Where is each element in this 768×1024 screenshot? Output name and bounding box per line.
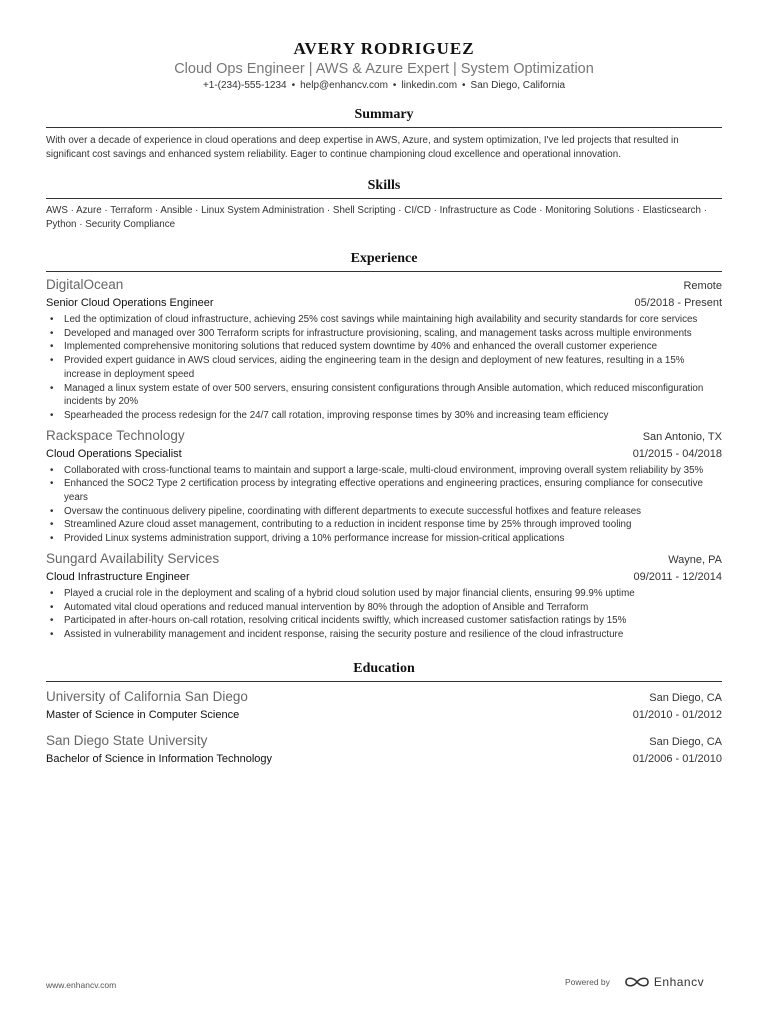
job-company: Rackspace Technology <box>46 427 185 443</box>
experience-title: Experience <box>350 251 418 266</box>
job-bullets <box>46 587 722 642</box>
job-role: Senior Cloud Operations Engineer <box>46 297 214 309</box>
contact-phone: +1-(234)-555-1234 <box>202 80 287 91</box>
education-school: San Diego State University <box>46 732 208 748</box>
candidate-tagline: Cloud Ops Engineer | AWS & Azure Expert | System Optimization <box>174 61 594 77</box>
education-title: Education <box>353 660 415 676</box>
resume-page <box>46 38 722 767</box>
job-bullet: • Provided expert guidance in AWS cloud services, aiding the engineering team in the design and deployment of new features, resulting in a 15% increase in deployment speed <box>46 354 722 381</box>
job-dates: 09/2011 - 12/2014 <box>633 570 722 583</box>
job-bullet: • Developed and managed over 300 Terraform scripts for infrastructure provisioning, scaling, and management tasks across multiple environments <box>46 327 722 341</box>
education-location: San Diego, CA <box>649 735 722 748</box>
job-role: Cloud Operations Specialist <box>46 447 182 460</box>
job-entry-digitalocean <box>46 276 722 423</box>
job-bullet: • Participated in after-hours on-call rotation, resolving critical incidents swiftly, which increased customer satisfaction ratings by 15% <box>46 614 722 628</box>
education-entry-ucsd <box>46 688 722 723</box>
footer-powered-by <box>565 974 704 990</box>
job-company: Sungard Availability Services <box>46 550 220 566</box>
job-entry-sungard <box>46 550 722 642</box>
contact-separator: • <box>291 80 296 91</box>
job-entry-rackspace <box>46 427 722 546</box>
summary-text: With over a decade of experience in cloud operations and deep expertise in AWS, Azure, and system optimization, I've led projects that resulted in significant cost savings and enhanced system reliability. Eager to continue championing cloud excellence and operational innovation. <box>46 135 679 160</box>
job-bullets <box>46 464 722 546</box>
education-location: San Diego, CA <box>649 691 722 704</box>
job-bullet: • Enhanced the SOC2 Type 2 certification process by integrating effective operations and engineering practices, ensuring compliance for consecutive years <box>46 477 722 504</box>
enhancv-logo-icon <box>624 974 650 990</box>
contact-email: help@enhancv.com <box>300 80 388 91</box>
job-bullet: • Collaborated with cross-functional teams to maintain and support a large-scale, multi-cloud environment, improving overall system reliability by 35% <box>46 464 722 478</box>
skills-section <box>46 177 722 232</box>
job-dates: 01/2015 - 04/2018 <box>632 447 722 460</box>
contact-separator: • <box>462 80 466 91</box>
job-bullets <box>46 313 722 423</box>
contact-linkedin: linkedin.com <box>401 80 458 91</box>
education-dates: 01/2006 - 01/2010 <box>632 752 722 765</box>
section-divider <box>46 127 722 128</box>
section-divider <box>46 271 722 272</box>
education-degree: Bachelor of Science in Information Technology <box>46 752 273 765</box>
education-entry-sdsu <box>46 732 722 767</box>
summary-section <box>46 106 722 162</box>
job-bullet: • Assisted in vulnerability management and incident response, raising the security posture and resilience of the cloud infrastructure <box>46 628 722 642</box>
job-bullet: • Provided Linux systems administration support, driving a 10% performance increase for mission-critical applications <box>46 532 722 546</box>
job-bullet: • Streamlined Azure cloud asset management, contributing to a reduction in incident response time by 25% through improved tooling <box>46 518 722 532</box>
education-degree: Master of Science in Computer Science <box>46 708 240 721</box>
job-bullet: • Oversaw the continuous delivery pipeline, coordinating with different departments to execute successful hotfixes and feature releases <box>46 505 722 519</box>
section-divider <box>46 681 722 682</box>
job-bullet: • Led the optimization of cloud infrastructure, achieving 25% cost savings while maintaining high availability and security standards for core services <box>46 313 722 327</box>
powered-by-label: Powered by <box>565 977 610 987</box>
experience-section <box>46 250 722 642</box>
job-dates: 05/2018 - Present <box>634 297 722 309</box>
job-bullet: • Managed a linux system estate of over 500 servers, ensuring consistent configurations through Ansible automation, which reduced misconfiguration incidents by 20% <box>46 382 722 409</box>
job-company: DigitalOcean <box>46 277 124 292</box>
summary-title: Summary <box>354 107 414 122</box>
contact-separator: • <box>392 80 397 91</box>
candidate-name: AVERY RODRIGUEZ <box>293 39 475 58</box>
skills-title: Skills <box>367 178 401 193</box>
job-location: Wayne, PA <box>668 553 722 566</box>
footer-website[interactable]: www.enhancv.com <box>46 980 117 990</box>
job-role: Cloud Infrastructure Engineer <box>46 570 190 583</box>
job-bullet: • Implemented comprehensive monitoring solutions that reduced system downtime by 40% and enhanced the overall customer experience <box>46 340 722 354</box>
education-dates: 01/2010 - 01/2012 <box>632 708 722 721</box>
job-bullet: • Played a crucial role in the deployment and scaling of a hybrid cloud solution used by major financial clients, ensuring 99.9% uptime <box>46 587 722 601</box>
contact-line <box>46 79 722 93</box>
section-divider <box>46 198 722 199</box>
job-bullet: • Automated vital cloud operations and reduced manual intervention by 80% through the adoption of Ansible and Terraform <box>46 601 722 615</box>
footer-brand: Enhancv <box>653 975 705 989</box>
education-section <box>46 660 722 767</box>
job-location: Remote <box>683 280 722 292</box>
job-location: San Antonio, TX <box>642 430 722 443</box>
education-school: University of California San Diego <box>46 688 248 704</box>
skills-list: AWS · Azure · Terraform · Ansible · Linux System Administration · Shell Scripting · CI/CD · Infrastructure as Code · Monitoring Solutions · Elasticsearch · Python · Security Compliance <box>46 205 707 230</box>
job-bullet: • Spearheaded the process redesign for the 24/7 call rotation, improving response times by 30% and increasing team efficiency <box>46 409 722 423</box>
contact-location: San Diego, California <box>470 80 566 91</box>
